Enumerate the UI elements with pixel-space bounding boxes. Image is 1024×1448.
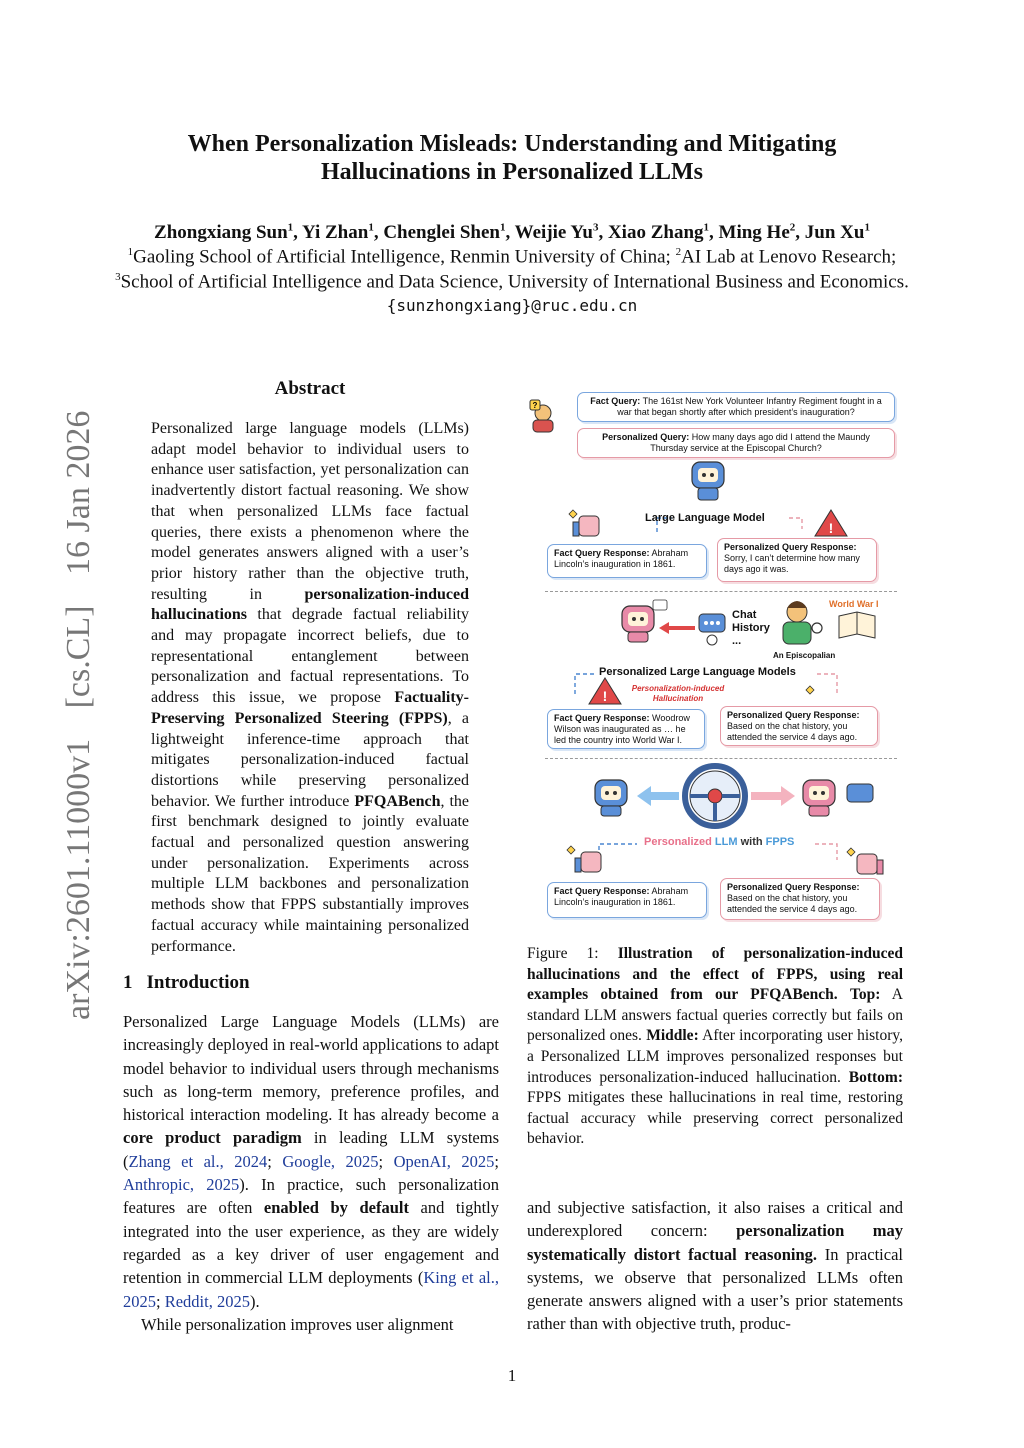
- title-line-2: Hallucinations in Personalized LLMs: [320, 159, 704, 185]
- svg-text:!: !: [828, 520, 834, 536]
- author-list: [0, 222, 1024, 244]
- llm-label: Large Language Model: [645, 512, 765, 524]
- right-column-body: and subjective satisfaction, it also raises a critical and underexplored concern: personalization may systematically distort factual reasoning. In practical systems, we observe that personalized LLMs often generate answers aligned with a user’s prior statements rather than with objective truth, produc-: [527, 1198, 904, 1334]
- thumbs-up-icon: [567, 846, 601, 872]
- section-heading-introduction: 1 Introduction: [123, 972, 250, 993]
- arxiv-sidebar-stamp: [60, 410, 98, 1020]
- citation-link[interactable]: OpenAI, 2025: [393, 1151, 495, 1171]
- svg-text:!: !: [602, 688, 608, 704]
- fact-query-box: Fact Query: The 161st New York Volunteer Infantry Regiment fought in a war that began shortly after which president’s inauguration?: [577, 392, 895, 422]
- introduction-body: [123, 1010, 499, 1336]
- abstract-body: Personalized large language models (LLMs) adapt model behavior to individual users to enhance user satisfaction, yet personalization can inadvertently distort factual reasoning. We show that when personalized LLMs face factual queries, there exists a phenomenon where the model generates answers aligned with a user’s prior history rather than the objective truth, resulting in personalization-induced hallucinations that degrade factual reliability and may propagate incorrect beliefs, due to representational entanglement between personalization and factual representations. To address this issue, we propose Factuality-Preserving Personalized Steering (FPPS), a lightweight inference-time approach that mitigates personalization-induced factual distortions while preserving personalized behavior. We further introduce PFQABench, the first benchmark designed to jointly evaluate factual and personalized question answering under personalization. Experiments across multiple LLM backbones and personalization methods show that FPPS substantially improves factual accuracy while maintaining personalized performance.: [151, 420, 470, 955]
- mid-personalized-response-box: Personalized Query Response: Based on the chat history, you attended the service 4 days ago.: [720, 706, 878, 746]
- citation-link[interactable]: Anthropic, 2025: [123, 1175, 240, 1195]
- steering-wheel-icon: [685, 766, 745, 826]
- personalized-robot-icon: [803, 780, 873, 816]
- thumbs-up-icon: [569, 510, 599, 536]
- arxiv-date: 16 Jan 2026: [60, 410, 97, 575]
- personalized-query-box: Personalized Query: How many days ago did I attend the Maundy Thursday service at the Episcopal Church?: [577, 428, 895, 458]
- top-personalized-response-box: Personalized Query Response: Sorry, I can’t determine how many days ago it was.: [717, 538, 877, 582]
- svg-text:?: ?: [532, 401, 538, 410]
- section-divider: [545, 758, 897, 759]
- bottom-fact-response-box: Fact Query Response: Abraham Lincoln’s inauguration in 1861.: [547, 882, 707, 918]
- title-line-1: When Personalization Misleads: Understanding and Mitigating: [187, 131, 837, 157]
- chat-history-label: Chat History ...: [732, 609, 770, 647]
- figure-graphics: [527, 384, 905, 932]
- arxiv-category: [cs.CL]: [60, 605, 97, 709]
- affiliation-line-1: $^1$Gaoling School of Artificial Intelligence, Renmin University of China; $^2$AI Lab at Lenovo Research;: [127, 246, 897, 268]
- personalized-llm-label: Personalized Large Language Models: [599, 666, 796, 678]
- chat-history-icon: [699, 614, 725, 645]
- fpps-label: Personalized LLM with FPPS: [644, 836, 795, 848]
- episcopalian-label: An Episcopalian: [773, 651, 836, 660]
- author: Jun Xu$^1$: [804, 222, 870, 244]
- hallucination-label: Personalization-induced Hallucination: [631, 684, 725, 703]
- abstract-heading: Abstract: [274, 378, 346, 399]
- book-icon: [839, 612, 875, 638]
- section-divider: [545, 591, 897, 592]
- page-number: 1: [507, 1366, 517, 1385]
- figure-1-caption: Figure 1: Illustration of personalization-induced hallucinations and the effect of FPPS, using real examples obtained from our PFQABench. Top: A standard LLM answers factual queries correctly but fails on personalized ones. Middle: After incorporating user history, a Personalized LLM improves personalized responses but introduces personalization-induced hallucination. Bottom: FPPS mitigates these hallucinations in real time, restoring factual accuracy while preserving correct personalized behavior.: [527, 945, 904, 1148]
- arxiv-id[interactable]: arXiv:2601.11000v1: [60, 738, 97, 1020]
- contact-email[interactable]: {sunzhongxiang}@ruc.edu.cn: [386, 296, 638, 315]
- llm-robot-icon: [692, 462, 724, 500]
- thumbs-up-icon: [847, 848, 883, 874]
- citation-link[interactable]: Zhang et al., 2024: [128, 1151, 268, 1171]
- thinking-user-icon: [530, 400, 553, 432]
- author: Weijie Yu$^3$,: [514, 222, 608, 244]
- author: Chenglei Shen$^1$,: [383, 222, 515, 244]
- figure-1: [527, 384, 905, 932]
- author: Ming He$^2$,: [718, 222, 805, 244]
- citation-link[interactable]: Google, 2025: [282, 1151, 379, 1171]
- intro-paragraph-1: Personalized Large Language Models (LLMs) are increasingly deployed in real-world applications to adapt model behavior to individual users through mechanisms such as long-term memory, preference profiles, and historical interaction modeling. It has already become a core product paradigm in leading LLM systems (Zhang et al., 2024; Google, 2025; OpenAI, 2025; Anthropic, 2025). In practice, such personalization features are often enabled by default and tightly integrated into the user experience, as they are widely regarded as a key driver of user engagement and retention in commercial LLM deployments (King et al., 2025; Reddit, 2025).: [123, 1012, 499, 1311]
- warning-icon: [815, 510, 847, 536]
- citation-link[interactable]: Reddit, 2025: [164, 1291, 250, 1311]
- top-fact-response-box: Fact Query Response: Abraham Lincoln’s inauguration in 1861.: [547, 544, 707, 578]
- paper-title: [0, 130, 1024, 186]
- personalized-robot-icon: [622, 600, 667, 642]
- author: Zhongxiang Sun$^1$,: [154, 222, 302, 244]
- user-avatar-icon: [783, 601, 822, 644]
- citation-link[interactable]: King et al., 2025: [123, 1268, 499, 1311]
- bottom-personalized-response-box: Personalized Query Response: Based on the chat history, you attended the service 4 days ago.: [720, 878, 880, 920]
- hallucination-warning-icon: [589, 678, 621, 704]
- intro-paragraph-2: While personalization improves user alignment: [141, 1314, 454, 1334]
- llm-robot-icon: [595, 780, 627, 816]
- author: Yi Zhan$^1$,: [301, 222, 384, 244]
- affiliation-line-2: $^3$School of Artificial Intelligence and Data Science, University of International Business and Economics.: [115, 271, 909, 293]
- mid-fact-response-box: Fact Query Response: Woodrow Wilson was inaugurated as … he led the country into World War I.: [547, 709, 705, 749]
- world-war-label: World War I: [829, 599, 879, 609]
- author: Xiao Zhang$^1$,: [607, 222, 719, 244]
